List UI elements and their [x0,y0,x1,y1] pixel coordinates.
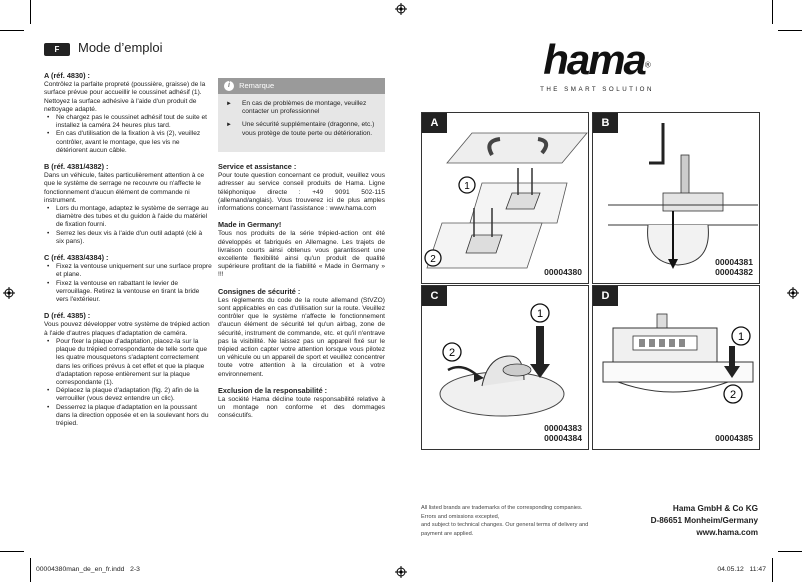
section-b-bullets [44,205,212,246]
company-name: Hama GmbH & Co KG [672,504,758,513]
note-title: Remarque [239,81,275,90]
safety-heading: Consignes de sécurité : [218,286,301,296]
list-item: • Déplacez la plaque d'adaptation (fig. 2) afin de la verrouiller (vous devez entendre un clic). [56,387,212,403]
note-box [218,78,385,152]
service-text: Pour toute question concernant ce produit, veuillez vous adresser au service conseil produits de Hama. Ligne téléphonique directe : +49 9091 502-115 (allemand/anglais). Vous trouverez ici de plus amples informations concernant l'assistance : www.hama.com [218,172,385,213]
legal-line: payment are applied. [421,530,474,537]
panel-b-code-1: 00004381 [715,257,753,267]
legal-notice [421,504,611,538]
registration-mark-bottom [395,566,407,578]
registration-mark-right [787,287,799,299]
column-left [44,72,212,428]
service-heading: Service et assistance : [218,162,297,171]
liability-heading: Exclusion de la responsabilité : [218,385,328,395]
section-b-intro: Dans un véhicule, faites particulièrement attention à ce que le système de serrage ne recouvre ou n'affecte le fonctionnement d'aucun élément de commande ni instrument. [44,172,205,204]
panel-a-label: A [422,113,447,133]
legal-line: Errors and omissions excepted, [421,513,500,520]
brand-tagline: THE SMART SOLUTION [540,86,654,93]
section-a-bullets [44,114,212,155]
section-d-heading: D (réf. 4385) : [44,311,91,321]
made-text: Tous nos produits de la série trépied-action ont été développés et fabriqués en Allemagne. Les trajets de livraison courts ainsi obtenus vous garantissent une excellente flexibilité ainsi qu'un produit de qualité supérieure profitant de la fiabilité « Made in Germany » !!! [218,230,385,279]
panel-a [421,112,589,284]
panel-a-illustration [422,113,588,283]
note-header [218,78,385,94]
company-address [610,503,758,539]
panel-b-codes [715,257,753,277]
panel-d-code: 00004385 [715,433,753,443]
list-item: • Desserrez la plaque d'adaptation en la poussant dans la direction opposée et en la soulevant hors du trépied. [56,404,212,429]
company-web: www.hama.com [696,528,758,537]
liability-text: La société Hama décline toute responsabilité relative à un montage non conforme et des dommages consécutifs. [218,396,385,420]
note-list [224,100,379,138]
list-item: • Fixez la ventouse en rabattant le levier de verrouillage. Retirez la ventouse en tirant la bride vers l'extérieur. [56,280,212,305]
registration-mark-top [395,3,407,15]
language-badge [44,43,70,56]
section-d-bullets [44,338,212,428]
made-heading: Made in Germany! [218,220,282,230]
safety-text: Les règlements du code de la route allemand (StVZO) sont applicables en cas d'utilisation sur la route. Veuillez contrôler que le système n'affecte le fonctionnement d'aucun élément de sécurité tel qu'un airbag, zone de sécurité, instrument de commande, etc. et qu'il n'entrave pas la visibilité. Ne laissez pas un appareil fixé sur le trépied action capter votre attention lorsque vous pilotez un véhicule ou un appareil de sport et veuillez concentrer toute votre attention à la circulation et à votre environnement. [218,296,385,378]
panel-a-num-2: 2 [430,254,436,265]
panel-c [421,285,589,450]
list-item: • Lors du montage, adaptez le système de serrage au diamètre des tubes et du guidon à l'aide du matériel de fixation fourni. [56,205,212,230]
logo-wordmark: hama [543,36,645,83]
panel-d [592,285,760,450]
panel-c-code-2: 00004384 [544,433,582,443]
list-item: • Ne chargez pas le coussinet adhésif tout de suite et installez la caméra 24 heures plus tard. [56,114,212,130]
section-a-heading: A (réf. 4830) : [44,71,90,80]
list-item: • Fixez la ventouse uniquement sur une surface propre et plane. [56,263,212,279]
list-item: ► Une sécurité supplémentaire (dragonne, etc.) vous protège de toute perte ou détérioration. [242,121,379,137]
logo-reg: ® [644,60,651,70]
panel-a-num-1: 1 [464,181,470,192]
slug-filename: 00004380man_de_en_fr.indd 2-3 [36,566,140,573]
panel-c-code-1: 00004383 [544,423,582,433]
panel-a-code: 00004380 [544,267,582,277]
list-item: • En cas d'utilisation de la fixation à vis (2), veuillez contrôler, avant le montage, que les vis ne détériorent aucun câble. [56,130,212,155]
panel-c-codes [544,423,582,443]
section-d-intro: Vous pouvez développer votre système de trépied action à l'aide d'autres plaques d'adaptation de caméra. [44,321,210,337]
panel-c-num-2: 2 [448,347,456,359]
brand-logo [522,38,672,82]
section-a-intro: Contrôlez la parfaite propreté (poussière, graisse) de la surface prévue pour accueillir le coussinet adhésif (1). Nettoyez la surface adhésive à l'aide d'un produit de nettoyage adapté. [44,81,206,113]
panel-c-num-1: 1 [536,308,544,320]
panel-b-label: B [593,113,618,133]
panel-d-num-1: 1 [737,331,745,343]
panel-d-num-2: 2 [729,389,737,401]
legal-line: and subject to technical changes. Our general terms of delivery and [421,522,589,529]
language-badge-text: F [54,45,60,54]
list-item: • Serrez les deux vis à l'aide d'un outil adapté (clé à six pans). [56,230,212,246]
company-city: D-86651 Monheim/Germany [650,516,758,525]
page-title: Mode d’emploi [78,40,163,55]
slug-date: 04.05.12 11:47 [717,566,766,573]
legal-line: All listed brands are trademarks of the corresponding companies. [421,505,583,511]
panel-d-label: D [593,286,618,306]
registration-mark-left [3,287,15,299]
section-b-heading: B (réf. 4381/4382) : [44,162,109,172]
panel-c-label: C [422,286,447,306]
list-item: • Pour fixer la plaque d'adaptation, placez-la sur la plaque du trépied correspondante de telle sorte que les quatre mousquetons s'adaptent correctement dans les orifices prévus à cet effet et que la plaque d'adaptation repose entièrement sur la plaque correspondante (1). [56,338,212,387]
panel-b-code-2: 00004382 [715,267,753,277]
panel-d-illustration [593,286,759,449]
column-middle [218,163,385,421]
panel-b [592,112,760,284]
section-c-bullets [44,263,212,304]
list-item: ► En cas de problèmes de montage, veuillez contacter un professionnel [242,100,379,116]
info-icon: i [224,81,234,91]
section-c-heading: C (réf. 4383/4384) : [44,253,109,263]
